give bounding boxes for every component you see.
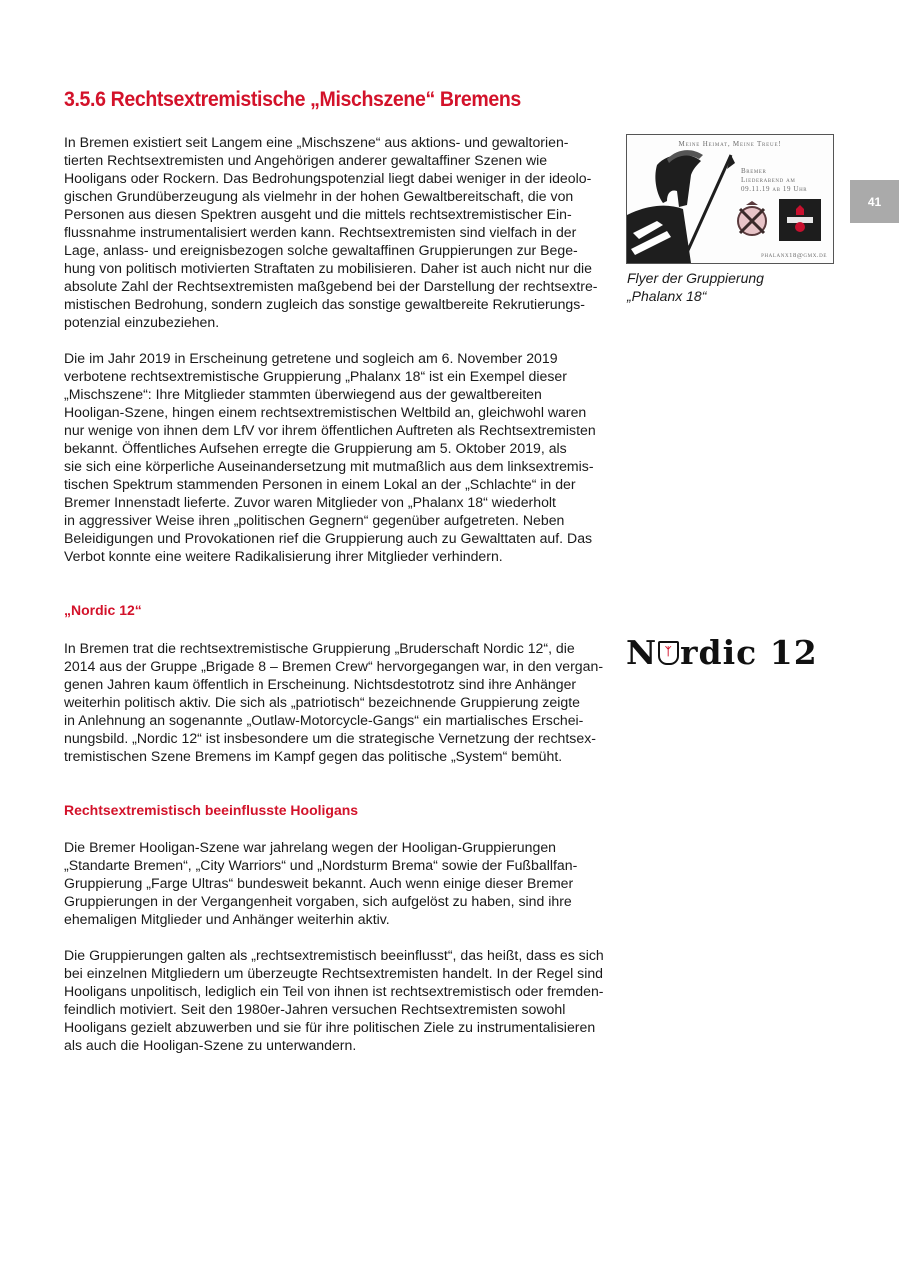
text-line: Die im Jahr 2019 in Erscheinung getretene und sogleich am 6. November 2019 bbox=[64, 350, 558, 366]
flyer-caption bbox=[627, 269, 764, 305]
text-line: in aggressiver Weise ihren „politischen Gegnern“ gegenüber aufgetreten. Neben bbox=[64, 512, 565, 528]
text-line: Hooligans unpolitisch, lediglich ein Teil von ihnen ist rechtsextremistisch oder fremden- bbox=[64, 983, 604, 999]
text-line: als auch die Hooligan-Szene zu unterwandern. bbox=[64, 1037, 357, 1053]
text-line: sie sich eine körperliche Auseinandersetzung mit mutmaßlich aus dem linksextremis- bbox=[64, 458, 594, 474]
band-logo-icon bbox=[779, 199, 821, 241]
page-number-tab bbox=[850, 180, 899, 223]
flyer-event-line: Liederabend am bbox=[741, 176, 796, 184]
crossed-axes-crest-icon bbox=[732, 201, 772, 241]
hooligans-paragraph-1 bbox=[64, 838, 610, 928]
nordic-12-logo bbox=[626, 632, 818, 672]
text-line: Lage, anlass- und ereignisbezogen solche gewaltaffinen Gruppierungen zur Bege- bbox=[64, 242, 578, 258]
text-line: tischen Spektrum stammenden Personen in einem Lokal an der „Schlachte“ in der bbox=[64, 476, 576, 492]
text-line: Die Bremer Hooligan-Szene war jahrelang wegen der Hooligan-Gruppierungen bbox=[64, 839, 556, 855]
text-line: Die Gruppierungen galten als „rechtsextremistisch beeinflusst“, das heißt, dass es sich bbox=[64, 947, 604, 963]
text-line: In Bremen existiert seit Langem eine „Mischszene“ aus aktions- und gewaltorien- bbox=[64, 134, 569, 150]
shield-icon: ᛉ bbox=[658, 641, 679, 665]
text-line: tremistischen Szene Bremens im Kampf gegen das politische „System“ bemüht. bbox=[64, 748, 563, 764]
text-line: Bremer Innenstadt lieferte. Zuvor waren Mitglieder von „Phalanx 18“ wiederholt bbox=[64, 494, 556, 510]
text-line: Hooligans gezielt abzuwerben und sie für ihre politischen Ziele zu instrumentalisieren bbox=[64, 1019, 596, 1035]
text-line: „Standarte Bremen“, „City Warriors“ und „Nordsturm Brema“ sowie der Fußballfan- bbox=[64, 857, 578, 873]
phalanx-paragraph bbox=[64, 349, 610, 565]
spartan-helmet-icon bbox=[627, 145, 737, 263]
flyer-tagline: Meine Heimat, Meine Treue! bbox=[678, 140, 782, 148]
text-line: weiterhin politisch aktiv. Die sich als „patriotisch“ bezeichnende Gruppierung zeigte bbox=[64, 694, 580, 710]
text-line: gischen Grundüberzeugung als vielmehr in der hohen Gewaltbereitschaft, die von bbox=[64, 188, 574, 204]
logo-text: N bbox=[626, 632, 658, 672]
text-line: nur wenige von ihnen dem LfV vor ihrem öffentlichen Auftreten als Rechtsextremisten bbox=[64, 422, 596, 438]
text-line: bekannt. Öffentliches Aufsehen erregte die Gruppierung am 5. Oktober 2019, als bbox=[64, 440, 567, 456]
text-line: Gruppierungen in der Vergangenheit vorgaben, sich aufgelöst zu haben, sind ihre bbox=[64, 893, 572, 909]
text-line: genen Jahren kaum öffentlich in Erscheinung. Nichtsdestotrotz sind ihre Anhänger bbox=[64, 676, 577, 692]
text-line: potenzial einzubeziehen. bbox=[64, 314, 220, 330]
text-line: ehemaligen Mitglieder und Anhänger weiterhin aktiv. bbox=[64, 911, 390, 927]
text-line: tierten Rechtsextremisten und Angehörigen anderer gewaltaffiner Szenen wie bbox=[64, 152, 548, 168]
logo-text: rdic 12 bbox=[680, 632, 818, 672]
text-line: flussnahme instrumentalisiert werden kann. Rechtsextremisten sind vielfach in der bbox=[64, 224, 577, 240]
flyer-event-line: 09.11.19 ab 19 Uhr bbox=[741, 185, 808, 193]
flyer-event-line: Bremer bbox=[741, 167, 767, 175]
text-line: Hooligan-Szene, hingen einem rechtsextremistischen Weltbild an, gleichwohl waren bbox=[64, 404, 587, 420]
hooligans-paragraph-2 bbox=[64, 946, 610, 1054]
hooligans-heading: Rechtsextremistisch beeinflusste Hooligans bbox=[64, 802, 359, 818]
text-line: bei einzelnen Mitgliedern um überzeugte Rechtsextremisten handelt. In der Regel sind bbox=[64, 965, 604, 981]
text-line: Beleidigungen und Provokationen rief die Gruppierung auch zu Gewalttaten auf. Das bbox=[64, 530, 593, 546]
text-line: hung von politisch motivierten Straftaten zu mobilisieren. Daher ist auch nicht nur die bbox=[64, 260, 593, 276]
text-line: „Mischszene“: Ihre Mitglieder stammten überwiegend aus der gewaltbereiten bbox=[64, 386, 542, 402]
section-title: 3.5.6 Rechtsextremistische „Mischszene“ Bremens bbox=[64, 88, 521, 111]
text-line: 2014 aus der Gruppe „Brigade 8 – Bremen Crew“ hervorgegangen war, in den vergan- bbox=[64, 658, 604, 674]
caption-line: Flyer der Gruppierung bbox=[627, 270, 764, 286]
phalanx-flyer-image bbox=[626, 134, 834, 264]
text-line: in Anlehnung an sogenannte „Outlaw-Motorcycle-Gangs“ ein martialisches Erschei- bbox=[64, 712, 584, 728]
flyer-event-text bbox=[741, 167, 807, 194]
nordic-paragraph bbox=[64, 639, 610, 765]
intro-paragraph bbox=[64, 133, 610, 331]
text-line: Hooligans oder Rockern. Das Bedrohungspotenzial liegt dabei weniger in der ideolo- bbox=[64, 170, 592, 186]
text-line: Verbot konnte eine weitere Radikalisierung ihrer Mitglieder verhindern. bbox=[64, 548, 503, 564]
text-line: mistischen Bedrohung, sondern zugleich das sonstige gewaltbereite Rekrutierungs- bbox=[64, 296, 585, 312]
nordic-heading: „Nordic 12“ bbox=[64, 602, 142, 618]
page-number: 41 bbox=[867, 194, 882, 209]
text-line: feindlich motiviert. Seit den 1980er-Jahren versuchen Rechtsextremisten sowohl bbox=[64, 1001, 566, 1017]
flyer-email: phalanx18@gmx.de bbox=[761, 252, 827, 259]
text-line: verbotene rechtsextremistische Gruppierung „Phalanx 18“ ist ein Exempel dieser bbox=[64, 368, 567, 384]
text-line: Personen aus diesen Spektren ausgeht und die mittels rechtsextremistischer Ein- bbox=[64, 206, 572, 222]
caption-line: „Phalanx 18“ bbox=[627, 288, 707, 304]
text-line: absolute Zahl der Rechtsextremisten maßgebend bei der Darstellung der rechtsextre- bbox=[64, 278, 598, 294]
text-line: nungsbild. „Nordic 12“ ist insbesondere um die strategische Vernetzung der rechtsex- bbox=[64, 730, 596, 746]
text-line: Gruppierung „Farge Ultras“ bundesweit bekannt. Auch wenn einige dieser Bremer bbox=[64, 875, 574, 891]
text-line: In Bremen trat die rechtsextremistische Gruppierung „Bruderschaft Nordic 12“, die bbox=[64, 640, 575, 656]
